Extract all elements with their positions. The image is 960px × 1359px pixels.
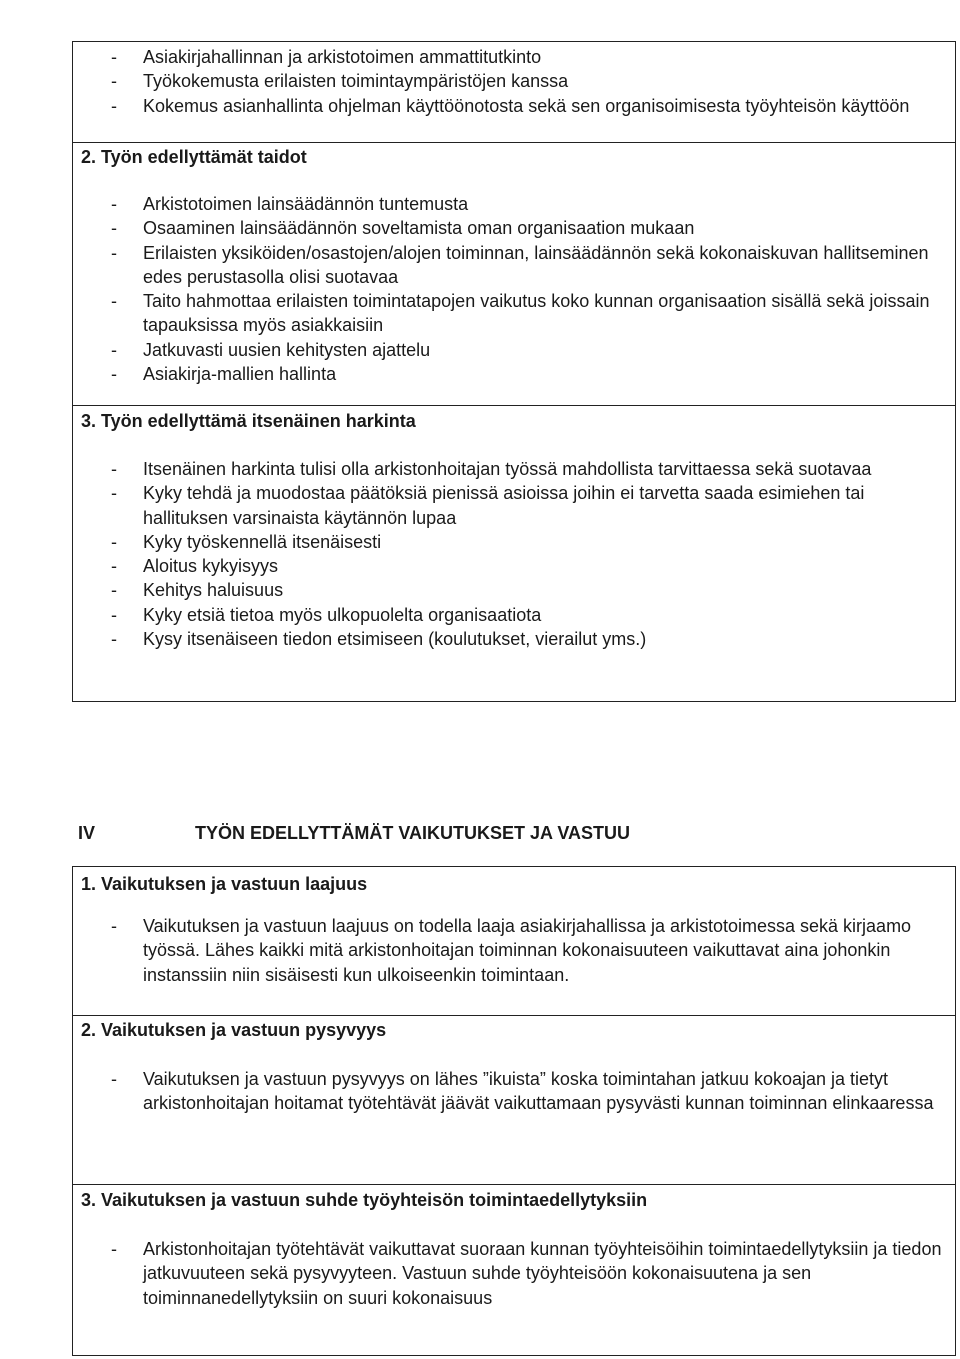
list-item: - Kehitys haluisuus: [111, 578, 943, 602]
skills-list: [111, 192, 943, 386]
intro-list: [111, 45, 943, 118]
list-item: - Vaikutuksen ja vastuun laajuus on todella laaja asiakirjahallissa ja arkistotoimessa sekä kirjaamo työssä. Lähes kaikki mitä arkistonhoitajan toiminnan kokonaisuuteen vaikuttavat aina johonkin instanssiin niin sisäisesti kun ulkoiseenkin toimintaan.: [111, 914, 943, 987]
section-heading-judgement: 3. Työn edellyttämä itsenäinen harkinta: [81, 411, 416, 431]
section-title-text: TYÖN EDELLYTTÄMÄT VAIKUTUKSET JA VASTUU: [195, 823, 631, 843]
list-item: - Asiakirja-mallien hallinta: [111, 362, 943, 386]
list-item: - Jatkuvasti uusien kehitysten ajattelu: [111, 338, 943, 362]
list-item: - Arkistotoimen lainsäädännön tuntemusta: [111, 192, 943, 216]
divider: [73, 142, 955, 143]
impact-box: [72, 866, 956, 1356]
judgement-list: [111, 457, 943, 651]
list-item: - Kysy itsenäiseen tiedon etsimiseen (koulutukset, vierailut yms.): [111, 627, 943, 651]
section-number: IV: [78, 823, 96, 843]
list-item: - Erilaisten yksiköiden/osastojen/alojen toiminnan, lainsäädännön sekä kokonaiskuvan hallitseminen edes perustasolla olisi suotavaa: [111, 241, 943, 290]
section-heading-skills: 2. Työn edellyttämät taidot: [81, 147, 307, 167]
divider: [73, 1184, 955, 1185]
section-heading-permanence: 2. Vaikutuksen ja vastuun pysyvyys: [81, 1020, 387, 1040]
section-heading-relation: 3. Vaikutuksen ja vastuun suhde työyhteisön toimintaedellytyksiin: [81, 1190, 648, 1210]
scope-list: [111, 914, 943, 987]
list-item: - Osaaminen lainsäädännön soveltamista oman organisaation mukaan: [111, 216, 943, 240]
list-item: - Taito hahmottaa erilaisten toimintatapojen vaikutus koko kunnan organisaation sisällä sekä joissain tapauksissa myös asiakkaisiin: [111, 289, 943, 338]
list-item: - Aloitus kykyisyys: [111, 554, 943, 578]
divider: [73, 405, 955, 406]
divider: [73, 1015, 955, 1016]
list-item: - Kokemus asianhallinta ohjelman käyttöönotosta sekä sen organisoimisesta työyhteisön käyttöön: [111, 94, 943, 118]
list-item: - Vaikutuksen ja vastuun pysyvyys on lähes ”ikuista” koska toimintahan jatkuu kokoajan ja tietyt arkistonhoitajan hoitamat työtehtävät jäävät vaikuttamaan pysyvästi kunnan toiminnan elinkaaressa: [111, 1067, 943, 1116]
relation-list: [111, 1237, 943, 1310]
requirements-box: [72, 41, 956, 702]
section-title: [78, 820, 960, 846]
list-item: - Kyky etsiä tietoa myös ulkopuolelta organisaatiota: [111, 603, 943, 627]
section-heading-scope: 1. Vaikutuksen ja vastuun laajuus: [81, 874, 368, 894]
list-item: - Itsenäinen harkinta tulisi olla arkistonhoitajan työssä mahdollista tarvittaessa sekä suotavaa: [111, 457, 943, 481]
list-item: - Asiakirjahallinnan ja arkistotoimen ammattitutkinto: [111, 45, 943, 69]
permanence-list: [111, 1067, 943, 1116]
list-item: - Työkokemusta erilaisten toimintaympäristöjen kanssa: [111, 69, 943, 93]
list-item: - Kyky tehdä ja muodostaa päätöksiä pienissä asioissa joihin ei tarvetta saada esimiehen tai hallituksen varsinaista käytännön lupaa: [111, 481, 943, 530]
list-item: - Arkistonhoitajan työtehtävät vaikuttavat suoraan kunnan työyhteisöihin toimintaedellytyksiin ja tiedon jatkuvuuteen sekä pysyvyyteen. Vastuun suhde työyhteisöön kokonaisuutena ja sen toiminnanedellytyksiin on suuri kokonaisuus: [111, 1237, 943, 1310]
list-item: - Kyky työskennellä itsenäisesti: [111, 530, 943, 554]
